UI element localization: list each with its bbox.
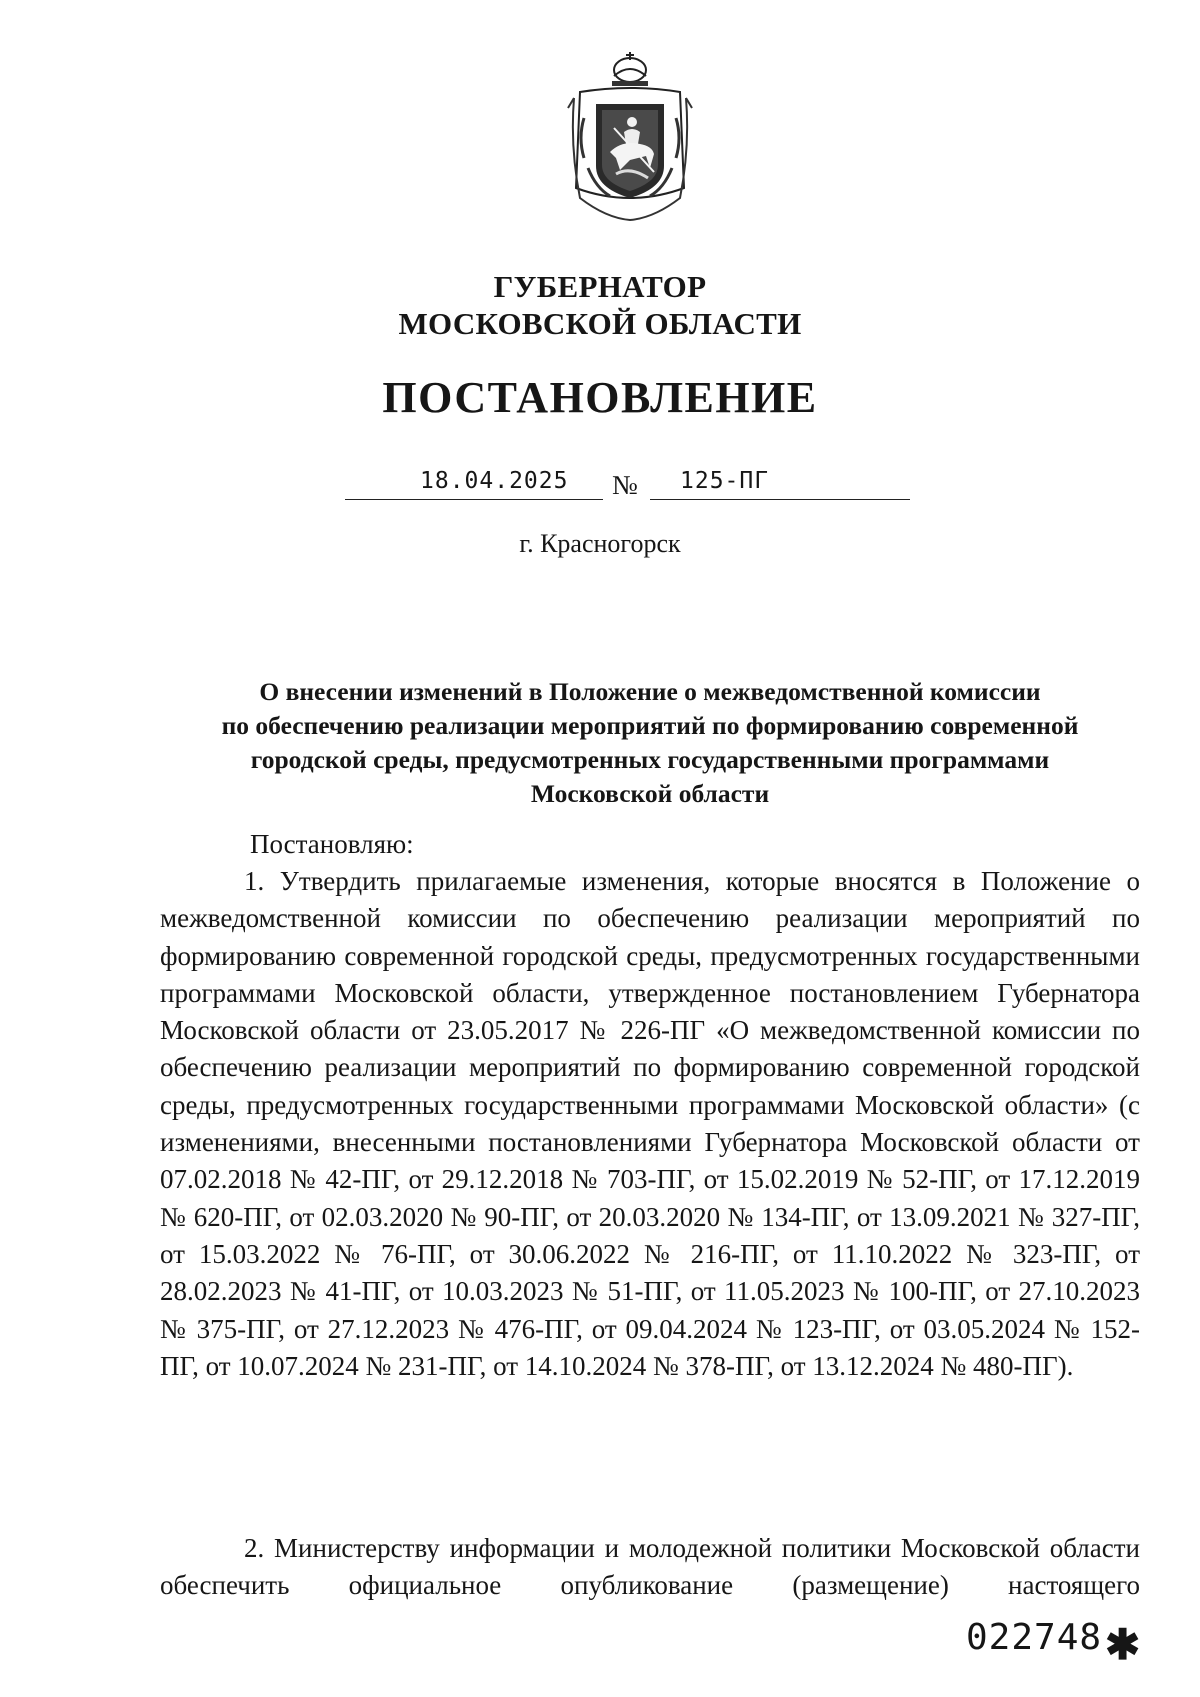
document-date: 18.04.2025 xyxy=(420,468,569,494)
date-underline xyxy=(345,499,603,500)
authority-title xyxy=(0,268,1200,342)
coat-of-arms-icon xyxy=(566,48,694,224)
subject-line-3: городской среды, предусмотренных государственными программами xyxy=(250,745,1050,774)
document-type: ПОСТАНОВЛЕНИЕ xyxy=(382,373,818,422)
number-sign: № xyxy=(612,470,638,500)
document-subject xyxy=(150,675,1150,811)
document-city: г. Красногорск xyxy=(519,529,681,558)
serial-number: 022748 xyxy=(966,1617,1103,1658)
authority-line-1: ГУБЕРНАТОР xyxy=(493,269,707,304)
subject-line-4: Московской области xyxy=(530,779,770,808)
subject-line-1: О внесении изменений в Положение о межведомственной комиссии xyxy=(259,677,1041,706)
subject-line-2: по обеспечению реализации мероприятий по формированию современной xyxy=(221,711,1079,740)
asterisk-icon: ✱ xyxy=(1105,1623,1141,1669)
document-number: 125-ПГ xyxy=(680,468,770,494)
authority-line-2: МОСКОВСКОЙ ОБЛАСТИ xyxy=(398,306,802,341)
paragraph-1: 1. Утвердить прилагаемые изменения, которые вносятся в Положение о межведомственной комиссии по обеспечению реализации мероприятий по формированию современной городской среды, предусмотренных государственными программами Московской области, утвержденное постановлением Губернатора Московской области от 23.05.2017 № 226-ПГ «О межведомственной комиссии по обеспечению реализации мероприятий по формированию современной городской среды, предусмотренных государственными программами Московской области» (с изменениями, внесенными постановлениями Губернатора Московской области от 07.02.2018 № 42-ПГ, от 29.12.2018 № 703-ПГ, от 15.02.2019 № 52-ПГ, от 17.12.2019 № 620-ПГ, от 02.03.2020 № 90-ПГ, от 20.03.2020 № 134-ПГ, от 13.09.2021 № 327-ПГ, от 15.03.2022 № 76-ПГ, от 30.06.2022 № 216-ПГ, от 11.10.2022 № 323-ПГ, от 28.02.2023 № 41-ПГ, от 10.03.2023 № 51-ПГ, от 11.05.2023 № 100-ПГ, от 27.10.2023 № 375-ПГ, от 27.12.2023 № 476-ПГ, от 09.04.2024 № 123-ПГ, от 03.05.2024 № 152-ПГ, от 10.07.2024 № 231-ПГ, от 14.10.2024 № 378-ПГ, от 13.12.2024 № 480-ПГ). xyxy=(160,866,1140,1381)
resolution-intro: Постановляю: xyxy=(250,829,414,859)
number-underline xyxy=(650,499,910,500)
paragraph-2: 2. Министерству информации и молодежной политики Московской области обеспечить официальное опубликование (размещение) настоящего xyxy=(160,1533,1140,1601)
